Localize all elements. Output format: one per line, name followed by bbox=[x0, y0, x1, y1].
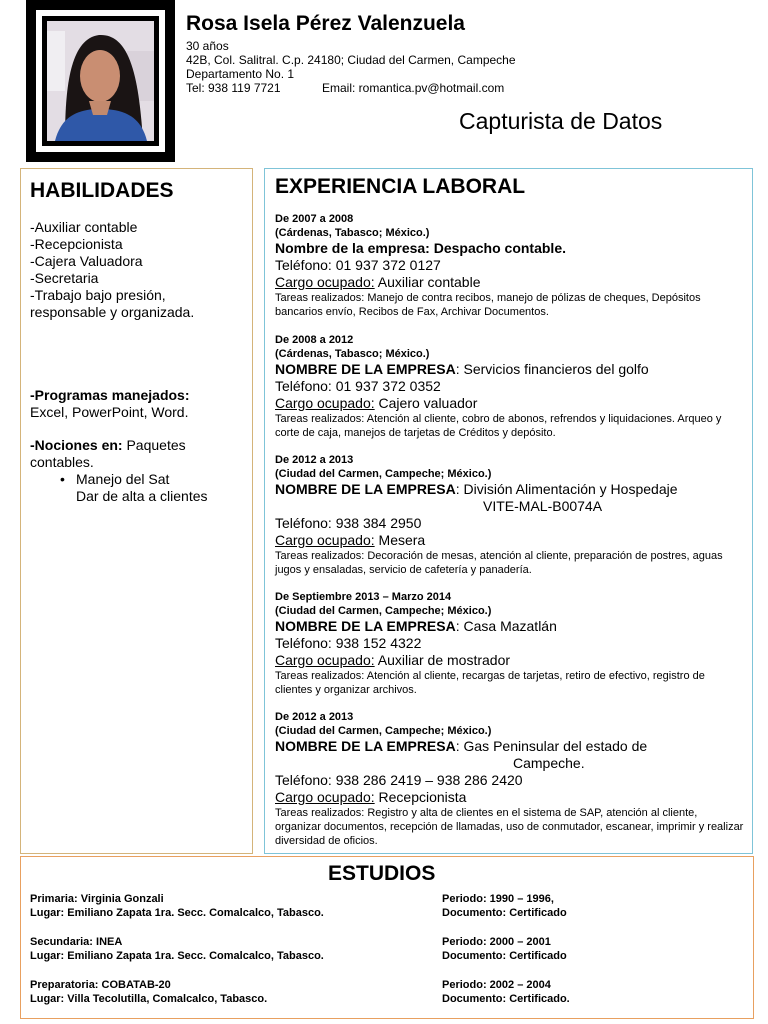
skill-item: -Auxiliar contable bbox=[30, 219, 138, 235]
tasks-label: Tareas realizados: bbox=[275, 413, 365, 425]
skills-title: HABILIDADES bbox=[30, 179, 174, 202]
skill-item: -Secretaria bbox=[30, 270, 99, 286]
job-phone: Teléfono: 938 384 2950 bbox=[275, 515, 422, 531]
candidate-name: Rosa Isela Pérez Valenzuela bbox=[186, 12, 465, 35]
job-period: De 2012 a 2013 bbox=[275, 711, 354, 723]
job-phone: Teléfono: 938 286 2419 – 938 286 2420 bbox=[275, 772, 523, 788]
profile-photo bbox=[47, 21, 154, 141]
job-role: Auxiliar contable bbox=[374, 274, 481, 290]
skills-section bbox=[20, 168, 253, 854]
candidate-email[interactable]: Email: romantica.pv@hotmail.com bbox=[322, 81, 505, 95]
job-role: Cajero valuador bbox=[374, 395, 478, 411]
study-document: Documento: Certificado bbox=[442, 950, 567, 962]
experience-title: EXPERIENCIA LABORAL bbox=[275, 175, 526, 198]
job-tasks: Decoración de mesas, atención al cliente, preparación de postres, aguas jugos y ensaladas, servicio de cafetería y panadería. bbox=[275, 550, 723, 576]
job-tasks: Atención al cliente, recargas de tarjetas, retiro de efectivo, registro de clientes y organizar archivos. bbox=[275, 670, 705, 696]
study-document: Documento: Certificado. bbox=[442, 993, 570, 1005]
job-tasks: Registro y alta de clientes en el sistema de SAP, atención al cliente, organizar documentos, recepción de llamadas, uso de conmutador, escanear, imprimir y realizar diversidad de oficios. bbox=[275, 807, 744, 847]
job-phone: Teléfono: 01 937 372 0127 bbox=[275, 257, 441, 273]
notions-item: Dar de alta a clientes bbox=[76, 488, 208, 504]
study-school: Preparatoria: COBATAB-20 bbox=[30, 979, 171, 991]
candidate-phone: Tel: 938 119 7721 bbox=[186, 81, 281, 95]
company-label: Nombre de la empresa: bbox=[275, 240, 430, 256]
programs-block bbox=[30, 387, 245, 421]
study-school: Primaria: Virginia Gonzali bbox=[30, 893, 164, 905]
company-name-line2: VITE-MAL-B0074A bbox=[483, 498, 603, 514]
company-name: : Casa Mazatlán bbox=[455, 618, 557, 634]
job-place: (Ciudad del Carmen, Campeche; México.) bbox=[275, 725, 492, 737]
programs-label: -Programas manejados: bbox=[30, 387, 190, 403]
study-document: Documento: Certificado bbox=[442, 907, 567, 919]
cargo-label: Cargo ocupado: bbox=[275, 274, 375, 290]
skill-item: -Trabajo bajo presión, responsable y organizada. bbox=[30, 287, 195, 320]
company-label: NOMBRE DE LA EMPRESA bbox=[275, 738, 456, 754]
cargo-label: Cargo ocupado: bbox=[275, 395, 375, 411]
job-entry bbox=[275, 590, 745, 697]
skills-list bbox=[30, 219, 245, 321]
company-label: NOMBRE DE LA EMPRESA bbox=[275, 481, 456, 497]
company-label: NOMBRE DE LA EMPRESA bbox=[275, 618, 456, 634]
study-period: Periodo: 1990 – 1996, bbox=[442, 893, 554, 905]
study-school: Secundaria: INEA bbox=[30, 936, 123, 948]
notions-label: -Nociones en: bbox=[30, 437, 123, 453]
candidate-age: 30 años bbox=[186, 39, 229, 53]
notions-block bbox=[30, 437, 245, 505]
candidate-address: 42B, Col. Salitral. C.p. 24180; Ciudad del Carmen, Campeche bbox=[186, 53, 516, 67]
company-name: : Gas Peninsular del estado de bbox=[455, 738, 648, 754]
job-entry bbox=[275, 453, 745, 577]
job-phone: Teléfono: 01 937 372 0352 bbox=[275, 378, 441, 394]
job-period: De Septiembre 2013 – Marzo 2014 bbox=[275, 591, 452, 603]
job-place: (Ciudad del Carmen, Campeche; México.) bbox=[275, 468, 492, 480]
study-place: Lugar: Villa Tecolutilla, Comalcalco, Tabasco. bbox=[30, 993, 268, 1005]
studies-section bbox=[20, 856, 754, 1019]
job-role: Auxiliar de mostrador bbox=[374, 652, 511, 668]
job-period: De 2007 a 2008 bbox=[275, 213, 354, 225]
company-name: : Servicios financieros del golfo bbox=[455, 361, 649, 377]
job-entry bbox=[275, 212, 745, 319]
tasks-label: Tareas realizados: bbox=[275, 807, 365, 819]
studies-title: ESTUDIOS bbox=[328, 862, 436, 885]
tasks-label: Tareas realizados: bbox=[275, 550, 365, 562]
job-period: De 2012 a 2013 bbox=[275, 454, 354, 466]
company-name-line2: Campeche. bbox=[513, 755, 585, 771]
programs-value: Excel, PowerPoint, Word. bbox=[30, 404, 189, 420]
cargo-label: Cargo ocupado: bbox=[275, 652, 375, 668]
job-role: Mesera bbox=[374, 532, 426, 548]
job-tasks: Manejo de contra recibos, manejo de pólizas de cheques, Depósitos bancarios envío, Recibos de Fax, Archivar Documentos. bbox=[275, 292, 701, 318]
company-label: NOMBRE DE LA EMPRESA bbox=[275, 361, 456, 377]
study-period: Periodo: 2000 – 2001 bbox=[442, 936, 551, 948]
experience-section bbox=[264, 168, 753, 854]
study-place: Lugar: Emiliano Zapata 1ra. Secc. Comalcalco, Tabasco. bbox=[30, 950, 324, 962]
study-place: Lugar: Emiliano Zapata 1ra. Secc. Comalcalco, Tabasco. bbox=[30, 907, 324, 919]
job-title: Capturista de Datos bbox=[459, 108, 663, 134]
notions-value: Paquetes contables. bbox=[30, 437, 186, 470]
profile-photo-frame bbox=[26, 0, 175, 162]
company-name: : División Alimentación y Hospedaje bbox=[455, 481, 678, 497]
job-place: (Cárdenas, Tabasco; México.) bbox=[275, 348, 430, 360]
job-entry bbox=[275, 333, 745, 440]
job-entry bbox=[275, 710, 745, 848]
study-period: Periodo: 2002 – 2004 bbox=[442, 979, 551, 991]
skill-item: -Recepcionista bbox=[30, 236, 123, 252]
tasks-label: Tareas realizados: bbox=[275, 670, 365, 682]
job-role: Recepcionista bbox=[374, 789, 467, 805]
job-period: De 2008 a 2012 bbox=[275, 334, 354, 346]
skill-item: -Cajera Valuadora bbox=[30, 253, 143, 269]
candidate-apartment: Departamento No. 1 bbox=[186, 67, 295, 81]
cargo-label: Cargo ocupado: bbox=[275, 789, 375, 805]
company-name: Despacho contable. bbox=[429, 240, 566, 256]
job-place: (Cárdenas, Tabasco; México.) bbox=[275, 227, 430, 239]
job-place: (Ciudad del Carmen, Campeche; México.) bbox=[275, 605, 492, 617]
cargo-label: Cargo ocupado: bbox=[275, 532, 375, 548]
tasks-label: Tareas realizados: bbox=[275, 292, 365, 304]
job-phone: Teléfono: 938 152 4322 bbox=[275, 635, 422, 651]
notions-item: • Manejo del Sat bbox=[30, 471, 245, 488]
job-tasks: Atención al cliente, cobro de abonos, refrendos y liquidaciones. Arqueo y corte de caja, manejos de tarjetas de Créditos y depósito. bbox=[275, 413, 722, 439]
